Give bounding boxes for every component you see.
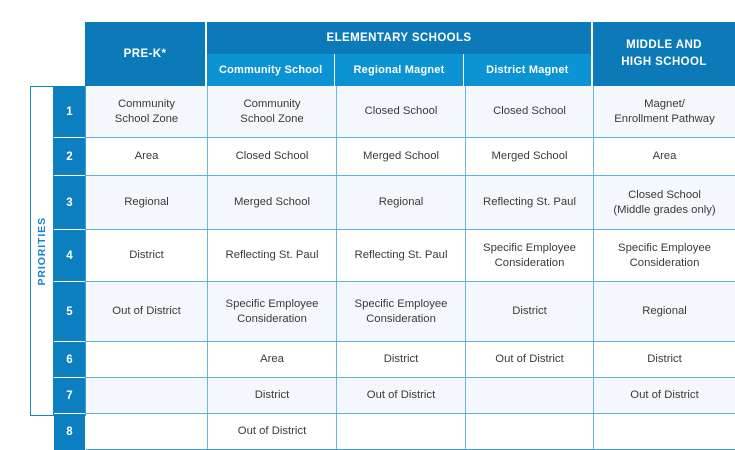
table-cell-text: Magnet/ Enrollment Pathway [614, 98, 715, 125]
table-cell-text: Out of District [630, 389, 699, 402]
table-cell [337, 86, 466, 137]
table-cell [86, 378, 208, 413]
row-number-cell: 1 [54, 86, 85, 138]
table-cell [208, 414, 337, 449]
table-cell [86, 176, 208, 229]
table-cell-text: Regional [642, 305, 687, 318]
table-cell-text: Reflecting St. Paul [354, 249, 448, 262]
table-cell-text: Merged School [491, 150, 568, 163]
table-cell-text: Regional [378, 196, 424, 209]
table-cell [208, 282, 337, 341]
table-cell [86, 342, 208, 377]
table-cell [208, 378, 337, 413]
row-number-cell: 8 [54, 414, 85, 450]
table-cell-text: Area [260, 353, 284, 366]
table-row [86, 230, 735, 282]
table-row [86, 378, 735, 414]
priorities-label-box [30, 86, 54, 416]
table-cell [594, 138, 735, 175]
table-cell-text: Area [652, 150, 677, 163]
table-cell [86, 282, 208, 341]
table-cell [337, 414, 466, 449]
table-cell-text: Merged School [363, 150, 439, 163]
column-header-regional-magnet: Regional Magnet [335, 54, 463, 86]
table-cell-text: District [254, 389, 290, 402]
table-cell [466, 414, 594, 449]
table-cell-text: Closed School [364, 105, 438, 118]
mhs-line-1: MIDDLE AND [626, 38, 702, 51]
table-body [85, 86, 735, 438]
table-cell-text: Specific Employee Consideration [483, 242, 576, 269]
table-cell [466, 342, 594, 377]
table-cell [337, 342, 466, 377]
row-number-cell: 3 [54, 176, 85, 230]
table-row [86, 342, 735, 378]
table-cell-text: Reflecting St. Paul [225, 249, 319, 262]
table-cell-text: Out of District [237, 425, 307, 438]
table-cell-text: Closed School [493, 105, 566, 118]
table-cell-text: District [383, 353, 419, 366]
table-cell [86, 414, 208, 449]
table-cell [594, 414, 735, 449]
mhs-line-2: HIGH SCHOOL [621, 56, 707, 68]
table-cell [594, 176, 735, 229]
row-number-cell: 5 [54, 282, 85, 342]
table-cell-text: Merged School [234, 196, 310, 209]
row-number-cell: 4 [54, 230, 85, 282]
table-cell [466, 86, 594, 137]
table-cell [466, 282, 594, 341]
column-group-header-elementary-schools: ELEMENTARY SCHOOLS [207, 22, 593, 54]
row-number-cell: 2 [54, 138, 85, 176]
table-cell-text: District [647, 353, 682, 366]
table-cell [466, 138, 594, 175]
table-cell [337, 282, 466, 341]
table-cell-text: Community School Zone [114, 98, 179, 125]
table-cell [208, 86, 337, 137]
table-row [86, 282, 735, 342]
priorities-label-text: PRIORITIES [35, 216, 48, 286]
table-cell-text: Out of District [366, 389, 436, 402]
row-number-cell: 6 [54, 342, 85, 378]
table-row [86, 414, 735, 450]
table-cell [466, 378, 594, 413]
table-cell [594, 342, 735, 377]
row-number-column [54, 86, 85, 438]
table-cell [86, 138, 208, 175]
table-cell [208, 176, 337, 229]
table-cell-text: Specific Employee Consideration [618, 242, 711, 269]
table-cell [594, 282, 735, 341]
table-cell-text: Specific Employee Consideration [225, 298, 319, 325]
table-cell [208, 138, 337, 175]
table-cell [337, 176, 466, 229]
table-cell-text: Area [134, 150, 159, 163]
table-cell [337, 230, 466, 281]
table-cell-text: Out of District [112, 305, 181, 318]
table-cell [594, 86, 735, 137]
table-cell [337, 378, 466, 413]
table-cell [594, 378, 735, 413]
table-cell [208, 230, 337, 281]
table-cell [208, 342, 337, 377]
table-header [85, 22, 735, 86]
table-cell [337, 138, 466, 175]
table-row [86, 176, 735, 230]
table-cell-text: Reflecting St. Paul [483, 196, 576, 209]
table-cell-text: Community School Zone [240, 98, 304, 125]
table-cell-text: District [512, 305, 547, 318]
row-number-cell: 7 [54, 378, 85, 414]
table-cell-text: Out of District [495, 353, 564, 366]
column-header-middle-and-high-school [593, 22, 735, 86]
table-cell [594, 230, 735, 281]
column-header-prek: PRE-K* [85, 22, 207, 86]
column-header-district-magnet: District Magnet [464, 54, 591, 86]
table-cell [86, 230, 208, 281]
column-header-community-school: Community School [207, 54, 335, 86]
table-cell-text: Specific Employee Consideration [354, 298, 448, 325]
table-row [86, 138, 735, 176]
table-cell-text: Regional [124, 196, 169, 209]
table-cell [86, 86, 208, 137]
elementary-subheader-row [207, 54, 593, 86]
table-cell-text: District [129, 249, 164, 262]
table-row [86, 86, 735, 138]
table-cell [466, 176, 594, 229]
table-cell-text: Closed School [235, 150, 309, 163]
table-cell-text: Closed School (Middle grades only) [613, 189, 716, 216]
column-header-middle-and-high-school-text [621, 37, 707, 72]
table-cell [466, 230, 594, 281]
